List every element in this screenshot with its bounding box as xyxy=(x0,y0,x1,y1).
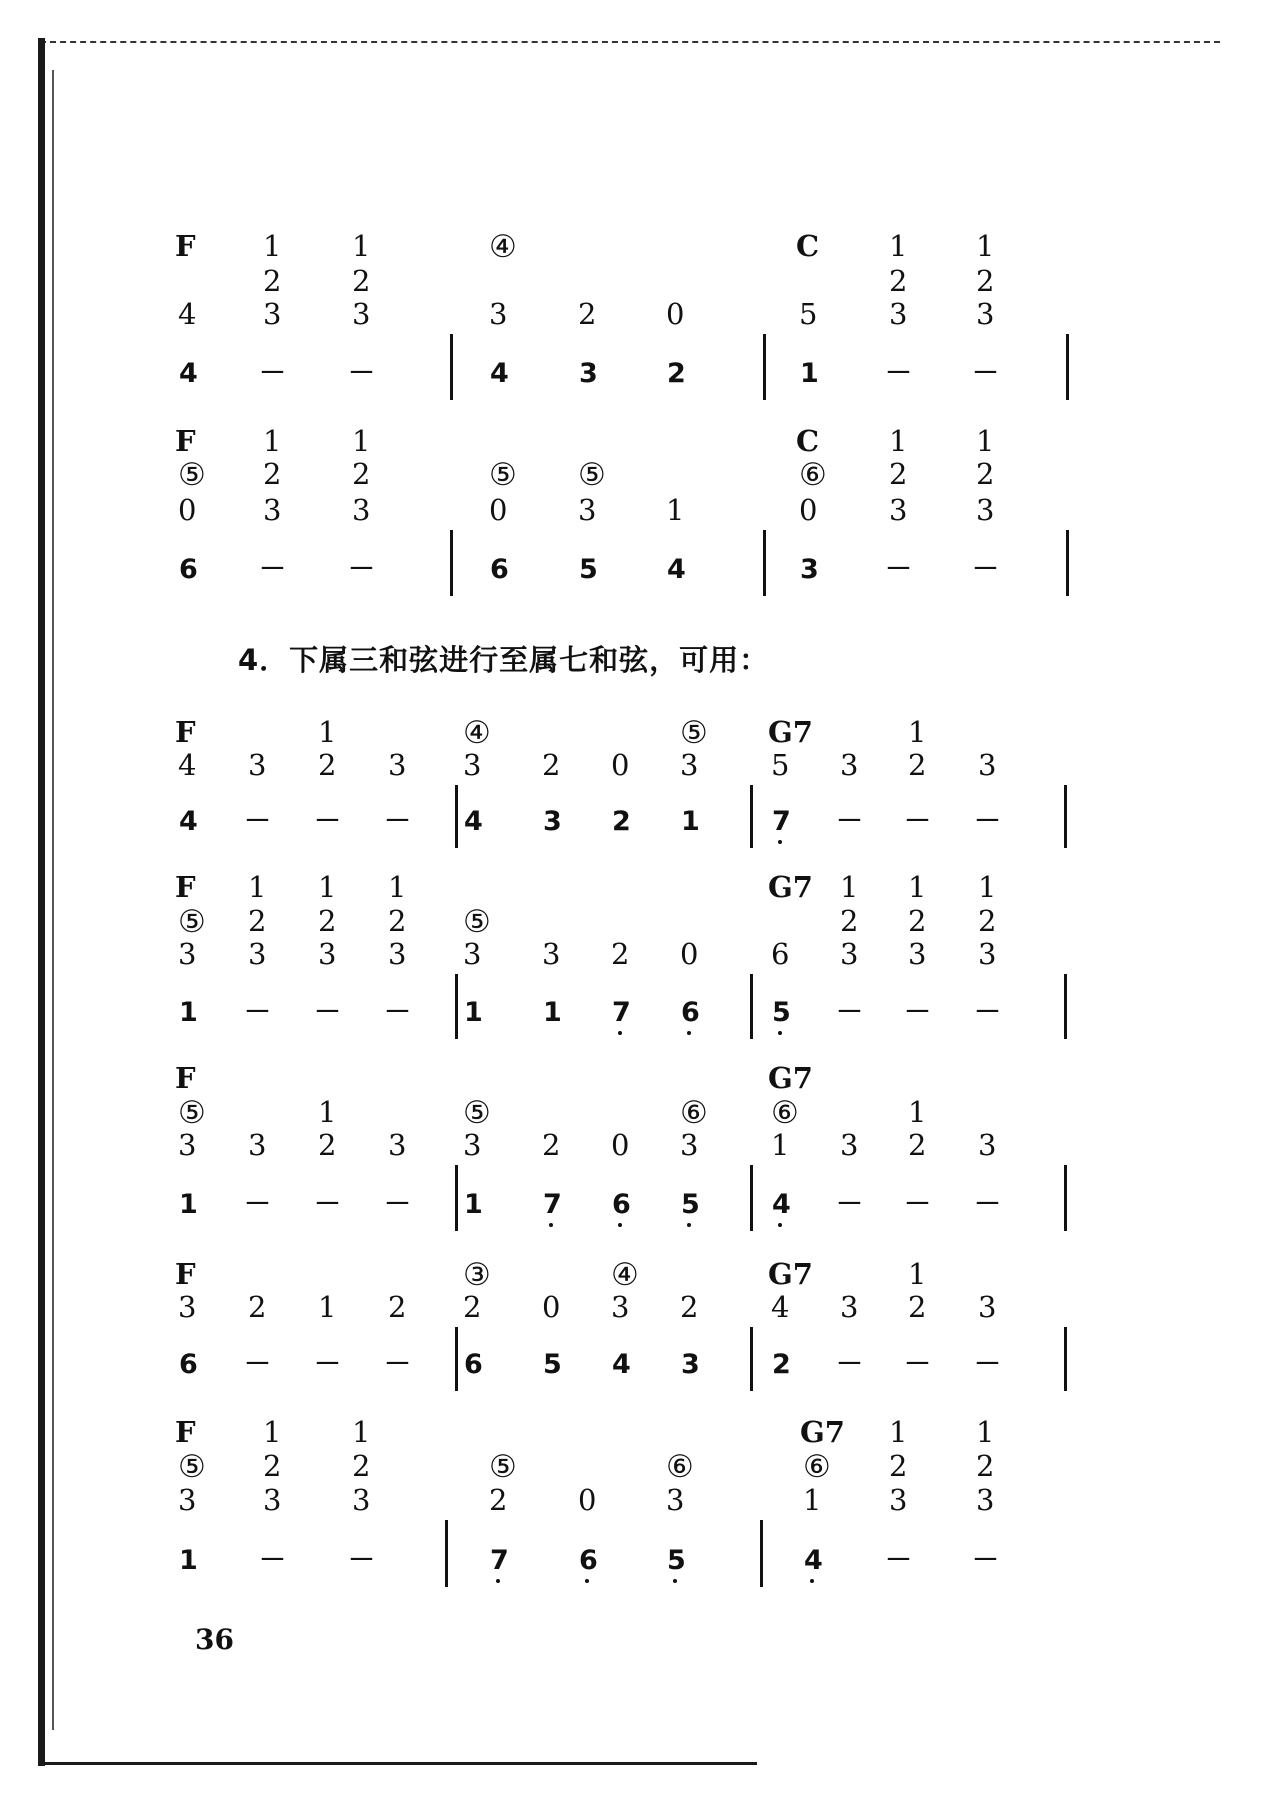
fret-number: 3 xyxy=(680,748,699,782)
note-number: 4 xyxy=(490,358,509,389)
note-number: 1 xyxy=(179,997,198,1028)
note-number: 4 xyxy=(179,806,198,837)
fret-number: 3 xyxy=(978,937,997,971)
lower-octave-dot xyxy=(687,1223,691,1227)
note-number: 3 xyxy=(681,1349,700,1380)
fret-number: 3 xyxy=(542,937,561,971)
bar-line xyxy=(763,334,766,400)
fret-number: 2 xyxy=(889,264,908,298)
bar-line xyxy=(1066,530,1069,596)
note-number: 5 xyxy=(772,997,791,1028)
note-number: 4 xyxy=(179,358,198,389)
fret-number: 2 xyxy=(318,748,337,782)
bar-line xyxy=(450,530,453,596)
fret-number: 1 xyxy=(976,229,995,263)
fret-number: 1 xyxy=(889,1415,908,1449)
lower-octave-dot xyxy=(810,1579,814,1583)
fret-number: 3 xyxy=(248,937,267,971)
fret-number: 1 xyxy=(248,870,267,904)
sustain-dash: － xyxy=(314,1349,341,1380)
sustain-dash: － xyxy=(972,358,999,389)
note-number: 6 xyxy=(464,1349,483,1380)
fret-number: 3 xyxy=(666,1483,685,1517)
lower-octave-dot xyxy=(585,1579,589,1583)
fret-number: 3 xyxy=(889,1483,908,1517)
sustain-dash: － xyxy=(974,1349,1001,1380)
fret-number: 4 xyxy=(178,297,197,331)
fret-number: 3 xyxy=(248,1128,267,1162)
chord-symbol: G7 xyxy=(768,870,813,904)
bar-line xyxy=(750,785,753,848)
fret-number: 0 xyxy=(666,297,685,331)
fret-number: 2 xyxy=(263,1449,282,1483)
fret-number: 1 xyxy=(318,715,337,749)
fret-number: 1 xyxy=(976,1415,995,1449)
note-number: 2 xyxy=(772,1349,791,1380)
string-number: ⑥ xyxy=(799,457,827,493)
note-number: 1 xyxy=(464,1189,483,1220)
bar-line xyxy=(455,974,458,1039)
sustain-dash: － xyxy=(836,997,863,1028)
bar-line xyxy=(455,1165,458,1231)
chord-symbol: C xyxy=(796,424,820,458)
fret-number: 2 xyxy=(489,1483,508,1517)
sustain-dash: － xyxy=(314,806,341,837)
fret-number: 2 xyxy=(318,904,337,938)
scan-top-rule xyxy=(40,41,1220,43)
bar-line xyxy=(1066,334,1069,400)
fret-number: 2 xyxy=(889,457,908,491)
chord-symbol: G7 xyxy=(768,715,813,749)
note-number: 6 xyxy=(179,554,198,585)
fret-number: 3 xyxy=(840,1128,859,1162)
fret-number: 1 xyxy=(908,1095,927,1129)
fret-number: 2 xyxy=(976,1449,995,1483)
sustain-dash: － xyxy=(972,554,999,585)
fret-number: 4 xyxy=(771,1290,790,1324)
fret-number: 3 xyxy=(248,748,267,782)
bar-line xyxy=(450,334,453,400)
fret-number: 2 xyxy=(263,264,282,298)
fret-number: 3 xyxy=(463,937,482,971)
bar-line xyxy=(455,785,458,848)
fret-number: 1 xyxy=(666,493,685,527)
fret-number: 3 xyxy=(976,1483,995,1517)
fret-number: 1 xyxy=(263,229,282,263)
lower-octave-dot xyxy=(778,1031,782,1035)
fret-number: 1 xyxy=(318,870,337,904)
fret-number: 2 xyxy=(388,904,407,938)
sustain-dash: － xyxy=(904,806,931,837)
fret-number: 2 xyxy=(840,904,859,938)
fret-number: 3 xyxy=(489,297,508,331)
fret-number: 2 xyxy=(611,937,630,971)
fret-number: 2 xyxy=(908,1290,927,1324)
string-number: ⑤ xyxy=(178,1095,206,1131)
note-number: 1 xyxy=(800,358,819,389)
string-number: ⑤ xyxy=(178,904,206,940)
fret-number: 3 xyxy=(976,297,995,331)
note-number: 5 xyxy=(543,1349,562,1380)
fret-number: 3 xyxy=(178,1128,197,1162)
sustain-dash: － xyxy=(348,1545,375,1576)
fret-number: 2 xyxy=(263,457,282,491)
fret-number: 2 xyxy=(976,264,995,298)
string-number: ⑥ xyxy=(803,1449,831,1485)
bar-line xyxy=(750,974,753,1039)
note-number: 4 xyxy=(464,806,483,837)
fret-number: 3 xyxy=(263,493,282,527)
chord-symbol: G7 xyxy=(768,1061,813,1095)
fret-number: 3 xyxy=(680,1128,699,1162)
bar-line xyxy=(1064,785,1067,848)
fret-number: 3 xyxy=(352,493,371,527)
fret-number: 0 xyxy=(489,493,508,527)
fret-number: 3 xyxy=(889,493,908,527)
fret-number: 3 xyxy=(889,297,908,331)
lower-octave-dot xyxy=(618,1031,622,1035)
fret-number: 1 xyxy=(318,1095,337,1129)
fret-number: 2 xyxy=(463,1290,482,1324)
fret-number: 1 xyxy=(976,424,995,458)
fret-number: 3 xyxy=(352,297,371,331)
fret-number: 3 xyxy=(388,748,407,782)
fret-number: 2 xyxy=(908,1128,927,1162)
fret-number: 2 xyxy=(352,457,371,491)
string-number: ⑤ xyxy=(178,457,206,493)
fret-number: 1 xyxy=(263,424,282,458)
sustain-dash: － xyxy=(384,806,411,837)
fret-number: 1 xyxy=(318,1290,337,1324)
lower-octave-dot xyxy=(549,1223,553,1227)
note-number: 5 xyxy=(579,554,598,585)
fret-number: 3 xyxy=(463,1128,482,1162)
fret-number: 1 xyxy=(771,1128,790,1162)
bar-line xyxy=(760,1520,763,1587)
fret-number: 2 xyxy=(908,748,927,782)
chord-symbol: F xyxy=(175,870,196,904)
note-number: 4 xyxy=(772,1189,791,1220)
fret-number: 3 xyxy=(388,937,407,971)
fret-number: 1 xyxy=(978,870,997,904)
fret-number: 3 xyxy=(978,748,997,782)
fret-number: 3 xyxy=(978,1290,997,1324)
note-number: 3 xyxy=(800,554,819,585)
fret-number: 2 xyxy=(680,1290,699,1324)
sustain-dash: － xyxy=(244,997,271,1028)
note-number: 1 xyxy=(179,1545,198,1576)
string-number: ⑤ xyxy=(463,904,491,940)
fret-number: 0 xyxy=(799,493,818,527)
sustain-dash: － xyxy=(836,1189,863,1220)
sustain-dash: － xyxy=(904,997,931,1028)
bar-line xyxy=(1064,974,1067,1039)
sustain-dash: － xyxy=(384,997,411,1028)
fret-number: 6 xyxy=(771,937,790,971)
fret-number: 2 xyxy=(248,904,267,938)
chord-symbol: G7 xyxy=(800,1415,845,1449)
note-number: 7 xyxy=(490,1545,509,1576)
sustain-dash: － xyxy=(259,358,286,389)
chord-symbol: F xyxy=(175,1061,196,1095)
fret-number: 1 xyxy=(889,229,908,263)
section-heading: 4．下属三和弦进行至属七和弦，可用： xyxy=(238,643,770,677)
note-number: 5 xyxy=(667,1545,686,1576)
note-number: 5 xyxy=(681,1189,700,1220)
chord-symbol: F xyxy=(175,715,196,749)
fret-number: 3 xyxy=(178,1483,197,1517)
fret-number: 3 xyxy=(578,493,597,527)
note-number: 6 xyxy=(612,1189,631,1220)
chord-symbol: F xyxy=(175,424,196,458)
fret-number: 2 xyxy=(248,1290,267,1324)
bar-line xyxy=(750,1165,753,1231)
string-number: ⑥ xyxy=(666,1449,694,1485)
fret-number: 4 xyxy=(178,748,197,782)
string-number: ⑤ xyxy=(178,1449,206,1485)
fret-number: 2 xyxy=(388,1290,407,1324)
fret-number: 0 xyxy=(578,1483,597,1517)
chord-symbol: G7 xyxy=(768,1257,813,1291)
fret-number: 3 xyxy=(840,748,859,782)
lower-octave-dot xyxy=(687,1031,691,1035)
fret-number: 3 xyxy=(318,937,337,971)
sustain-dash: － xyxy=(348,554,375,585)
scan-left-edge xyxy=(38,38,45,1766)
bar-line xyxy=(750,1327,753,1391)
sustain-dash: － xyxy=(836,806,863,837)
sustain-dash: － xyxy=(972,1545,999,1576)
fret-number: 3 xyxy=(840,937,859,971)
fret-number: 5 xyxy=(799,297,818,331)
string-number: ⑥ xyxy=(771,1095,799,1131)
note-number: 4 xyxy=(612,1349,631,1380)
fret-number: 0 xyxy=(542,1290,561,1324)
sustain-dash: － xyxy=(384,1349,411,1380)
fret-number: 0 xyxy=(611,1128,630,1162)
fret-number: 3 xyxy=(263,297,282,331)
fret-number: 1 xyxy=(388,870,407,904)
sustain-dash: － xyxy=(974,806,1001,837)
string-number: ⑥ xyxy=(680,1095,708,1131)
fret-number: 2 xyxy=(318,1128,337,1162)
fret-number: 2 xyxy=(352,1449,371,1483)
fret-number: 3 xyxy=(976,493,995,527)
fret-number: 3 xyxy=(463,748,482,782)
fret-number: 5 xyxy=(771,748,790,782)
sustain-dash: － xyxy=(974,997,1001,1028)
note-number: 2 xyxy=(667,358,686,389)
note-number: 6 xyxy=(579,1545,598,1576)
string-number: ④ xyxy=(489,229,517,265)
fret-number: 3 xyxy=(978,1128,997,1162)
chord-symbol: F xyxy=(175,1415,196,1449)
fret-number: 3 xyxy=(178,1290,197,1324)
string-number: ③ xyxy=(463,1257,491,1293)
bar-line xyxy=(763,530,766,596)
chord-symbol: F xyxy=(175,229,196,263)
sustain-dash: － xyxy=(244,806,271,837)
sustain-dash: － xyxy=(885,1545,912,1576)
sustain-dash: － xyxy=(348,358,375,389)
sustain-dash: － xyxy=(259,554,286,585)
note-number: 6 xyxy=(179,1349,198,1380)
sustain-dash: － xyxy=(314,1189,341,1220)
string-number: ④ xyxy=(463,715,491,751)
string-number: ⑤ xyxy=(578,457,606,493)
fret-number: 3 xyxy=(178,937,197,971)
note-number: 7 xyxy=(543,1189,562,1220)
fret-number: 2 xyxy=(976,457,995,491)
note-number: 4 xyxy=(804,1545,823,1576)
fret-number: 1 xyxy=(908,870,927,904)
chord-symbol: C xyxy=(796,229,820,263)
note-number: 4 xyxy=(667,554,686,585)
scan-left-edge-line xyxy=(52,70,54,1730)
fret-number: 3 xyxy=(388,1128,407,1162)
fret-number: 2 xyxy=(578,297,597,331)
note-number: 6 xyxy=(681,997,700,1028)
sustain-dash: － xyxy=(836,1349,863,1380)
string-number: ⑤ xyxy=(489,457,517,493)
fret-number: 2 xyxy=(889,1449,908,1483)
note-number: 1 xyxy=(543,997,562,1028)
fret-number: 1 xyxy=(908,1257,927,1291)
note-number: 7 xyxy=(612,997,631,1028)
lower-octave-dot xyxy=(778,840,782,844)
note-number: 2 xyxy=(612,806,631,837)
fret-number: 1 xyxy=(352,1415,371,1449)
sustain-dash: － xyxy=(244,1189,271,1220)
note-number: 7 xyxy=(772,806,791,837)
fret-number: 1 xyxy=(352,424,371,458)
fret-number: 2 xyxy=(542,748,561,782)
lower-octave-dot xyxy=(618,1223,622,1227)
string-number: ④ xyxy=(611,1257,639,1293)
bar-line xyxy=(455,1327,458,1391)
note-number: 1 xyxy=(681,806,700,837)
string-number: ⑤ xyxy=(489,1449,517,1485)
sustain-dash: － xyxy=(314,997,341,1028)
note-number: 6 xyxy=(490,554,509,585)
fret-number: 2 xyxy=(352,264,371,298)
fret-number: 3 xyxy=(352,1483,371,1517)
sustain-dash: － xyxy=(885,358,912,389)
fret-number: 1 xyxy=(803,1483,822,1517)
sustain-dash: － xyxy=(904,1349,931,1380)
fret-number: 1 xyxy=(889,424,908,458)
lower-octave-dot xyxy=(778,1223,782,1227)
sustain-dash: － xyxy=(904,1189,931,1220)
note-number: 3 xyxy=(543,806,562,837)
note-number: 3 xyxy=(579,358,598,389)
fret-number: 1 xyxy=(840,870,859,904)
sustain-dash: － xyxy=(259,1545,286,1576)
lower-octave-dot xyxy=(673,1579,677,1583)
fret-number: 3 xyxy=(263,1483,282,1517)
fret-number: 3 xyxy=(908,937,927,971)
fret-number: 2 xyxy=(908,904,927,938)
page-number: 36 xyxy=(195,1623,234,1656)
fret-number: 3 xyxy=(611,1290,630,1324)
sustain-dash: － xyxy=(244,1349,271,1380)
note-number: 1 xyxy=(464,997,483,1028)
chord-symbol: F xyxy=(175,1257,196,1291)
fret-number: 2 xyxy=(542,1128,561,1162)
bar-line xyxy=(1064,1327,1067,1391)
bar-line xyxy=(445,1520,448,1587)
sustain-dash: － xyxy=(974,1189,1001,1220)
fret-number: 1 xyxy=(908,715,927,749)
sustain-dash: － xyxy=(384,1189,411,1220)
lower-octave-dot xyxy=(496,1579,500,1583)
bar-line xyxy=(1064,1165,1067,1231)
fret-number: 3 xyxy=(840,1290,859,1324)
fret-number: 1 xyxy=(263,1415,282,1449)
note-number: 1 xyxy=(179,1189,198,1220)
fret-number: 0 xyxy=(611,748,630,782)
fret-number: 0 xyxy=(178,493,197,527)
fret-number: 0 xyxy=(680,937,699,971)
string-number: ⑤ xyxy=(463,1095,491,1131)
scan-bottom-rule xyxy=(42,1762,757,1765)
fret-number: 1 xyxy=(352,229,371,263)
string-number: ⑤ xyxy=(680,715,708,751)
sustain-dash: － xyxy=(885,554,912,585)
fret-number: 2 xyxy=(978,904,997,938)
